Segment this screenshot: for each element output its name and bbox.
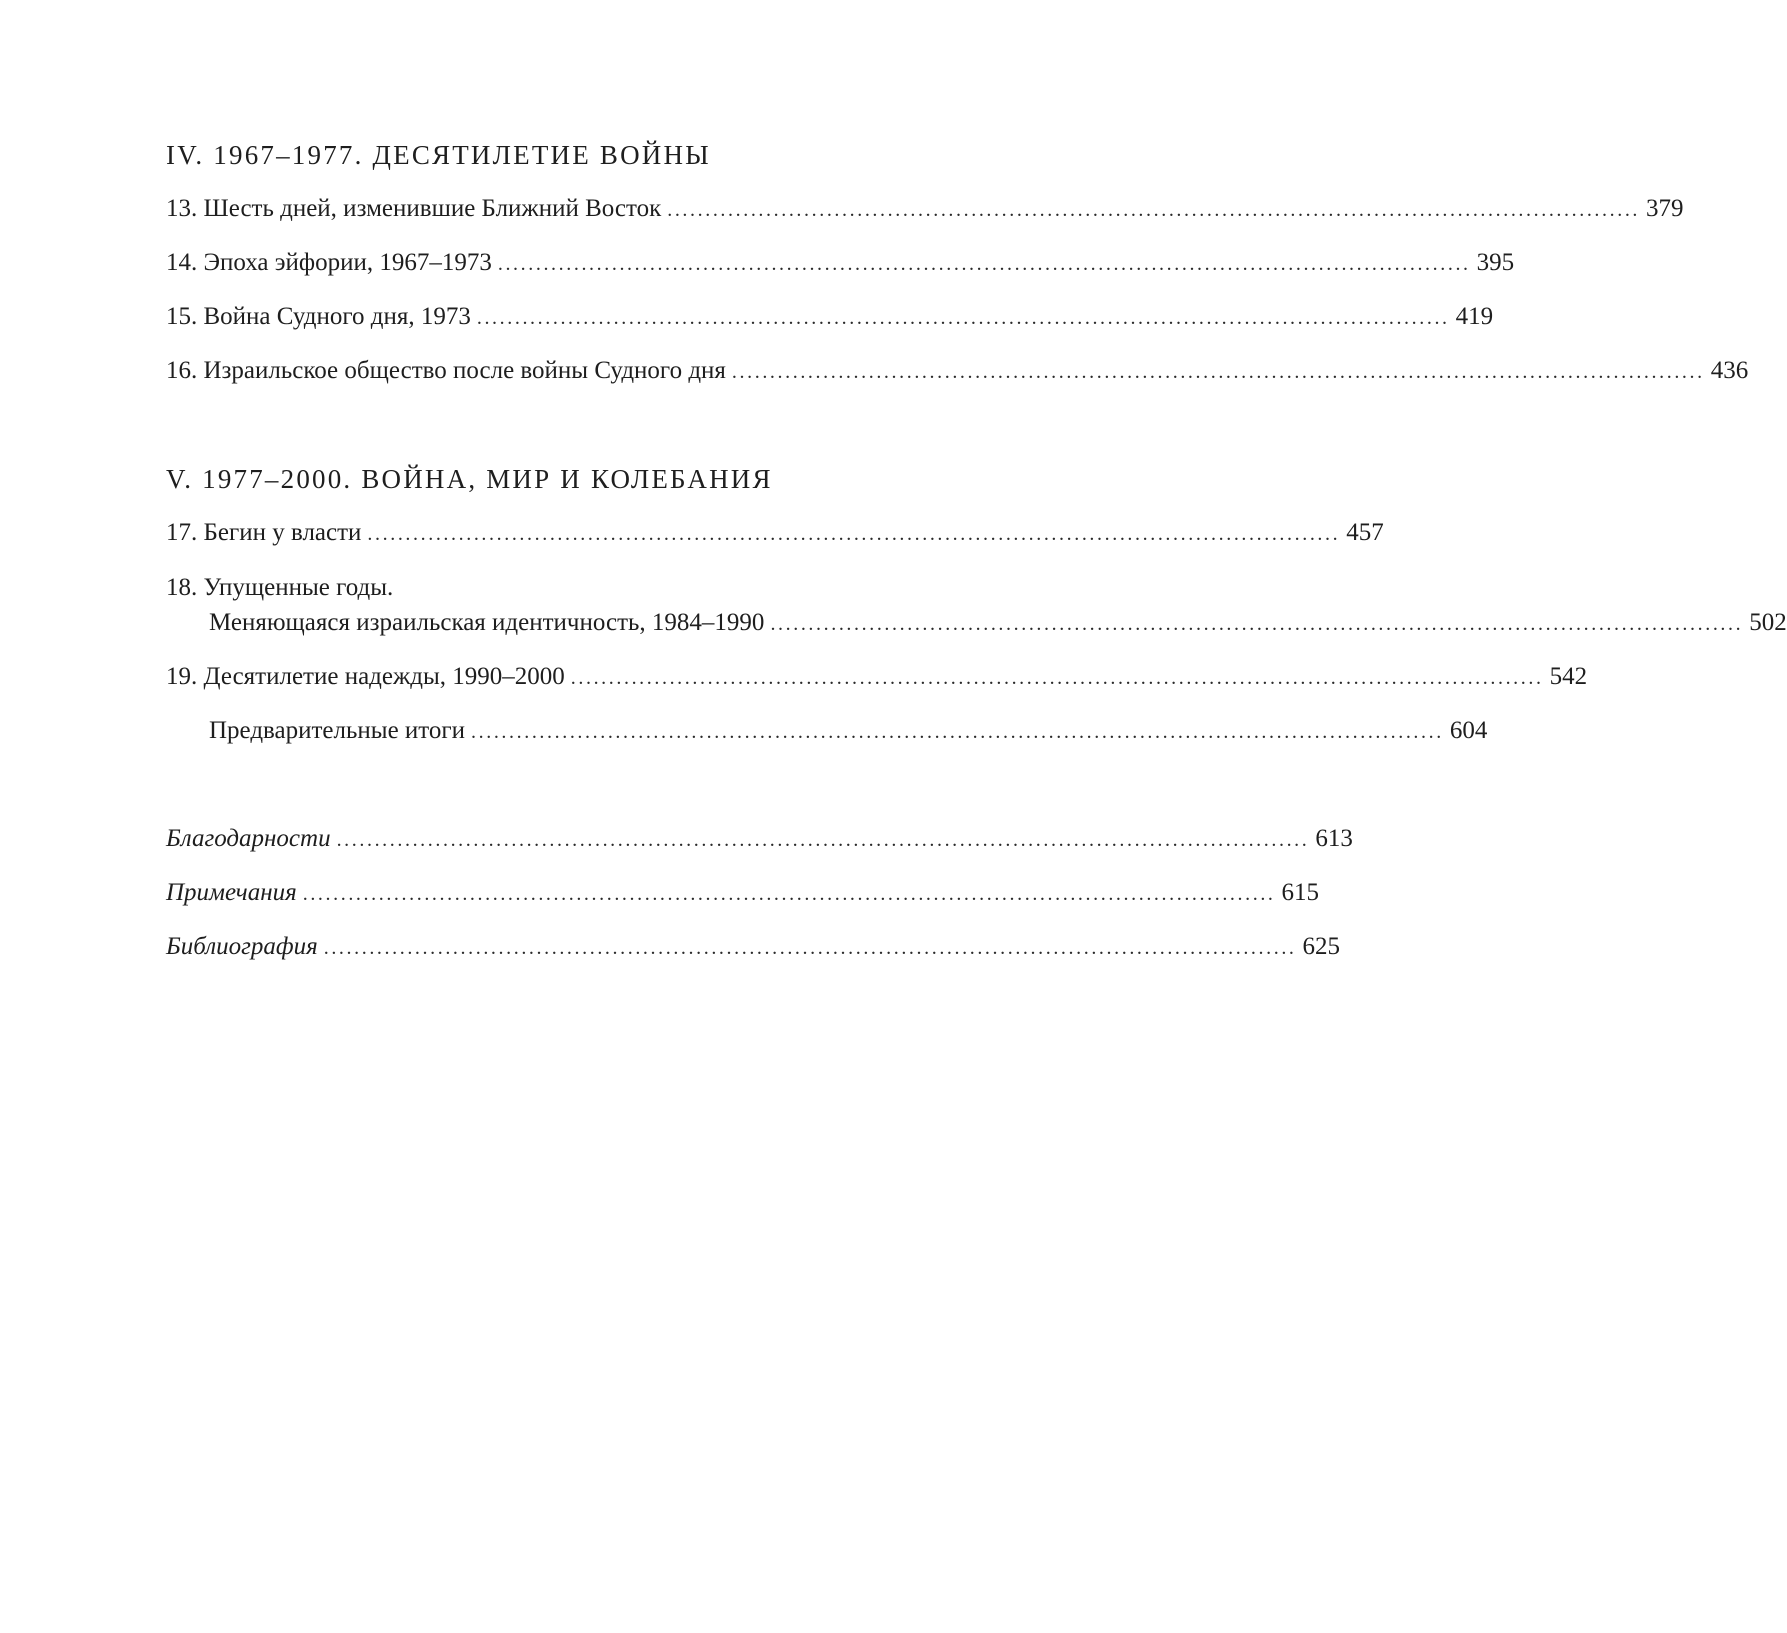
toc-entry-18[interactable] <box>166 606 1787 641</box>
toc-entry-page: 604 <box>1449 717 1488 744</box>
toc-entry-label: Библиография <box>166 933 318 960</box>
dot-leader: ................................................................................................................................ <box>302 883 1276 905</box>
toc-entry-page: 542 <box>1549 663 1588 690</box>
toc-entry-page: 615 <box>1281 879 1320 906</box>
dot-leader: ................................................................................................................................ <box>323 937 1297 959</box>
toc-entry-page: 613 <box>1315 825 1353 852</box>
toc-entry-bibliography[interactable] <box>166 930 1341 965</box>
toc-entry-label: 14. Эпоха эйфории, 1967–1973 <box>166 249 492 276</box>
dot-leader: ................................................................................................................................ <box>476 307 1450 329</box>
toc-entry-label: 16. Израильское общество после войны Судного дня <box>166 357 726 384</box>
dot-leader: ................................................................................................................................ <box>570 667 1544 689</box>
toc-entry-page: 395 <box>1476 249 1515 276</box>
toc-entry-17[interactable] <box>166 516 1384 551</box>
toc-entry-page: 379 <box>1646 195 1684 222</box>
toc-entry-label: 17. Бегин у власти <box>166 519 362 546</box>
toc-entry-16[interactable] <box>166 354 1749 389</box>
toc-entry-label: 15. Война Судного дня, 1973 <box>166 303 471 330</box>
toc-entry-page: 502 <box>1749 609 1787 636</box>
dot-leader: ................................................................................................................................ <box>497 253 1471 275</box>
dot-leader: ................................................................................................................................ <box>471 721 1444 743</box>
toc-entry-18-line1[interactable]: 18. Упущенные годы. <box>166 574 394 601</box>
dot-leader: ................................................................................................................................ <box>770 613 1744 635</box>
dot-leader: ................................................................................................................................ <box>667 199 1641 221</box>
toc-entry-page: 625 <box>1302 933 1341 960</box>
toc-entry-19[interactable] <box>166 660 1588 695</box>
toc-entry-page: 436 <box>1710 357 1749 384</box>
toc-entry-label: Меняющаяся израильская идентичность, 1984–1990 <box>209 609 765 636</box>
toc-entry-page: 419 <box>1455 303 1494 330</box>
toc-entry-label: 13. Шесть дней, изменившие Ближний Восток <box>166 195 662 222</box>
dot-leader: ................................................................................................................................ <box>336 829 1310 851</box>
toc-entry-label: Благодарности <box>166 825 331 852</box>
dot-leader: ................................................................................................................................ <box>731 361 1705 383</box>
toc-entry-13[interactable] <box>166 192 1684 227</box>
toc-entry-15[interactable] <box>166 300 1494 335</box>
part-iv-heading: IV. 1967–1977. ДЕСЯТИЛЕТИЕ ВОЙНЫ <box>166 140 711 170</box>
toc-entry-label: Примечания <box>166 879 297 906</box>
toc-entry-preliminary-results[interactable] <box>166 714 1488 749</box>
toc-entry-label: 19. Десятилетие надежды, 1990–2000 <box>166 663 565 690</box>
part-v-heading: V. 1977–2000. ВОЙНА, МИР И КОЛЕБАНИЯ <box>166 464 773 494</box>
toc-entry-14[interactable] <box>166 246 1515 281</box>
toc-entry-acknowledgements[interactable] <box>166 822 1353 857</box>
toc-entry-notes[interactable] <box>166 876 1320 911</box>
dot-leader: ................................................................................................................................ <box>367 523 1341 545</box>
toc-entry-page: 457 <box>1346 519 1384 546</box>
toc-entry-label: Предварительные итоги <box>209 717 466 744</box>
